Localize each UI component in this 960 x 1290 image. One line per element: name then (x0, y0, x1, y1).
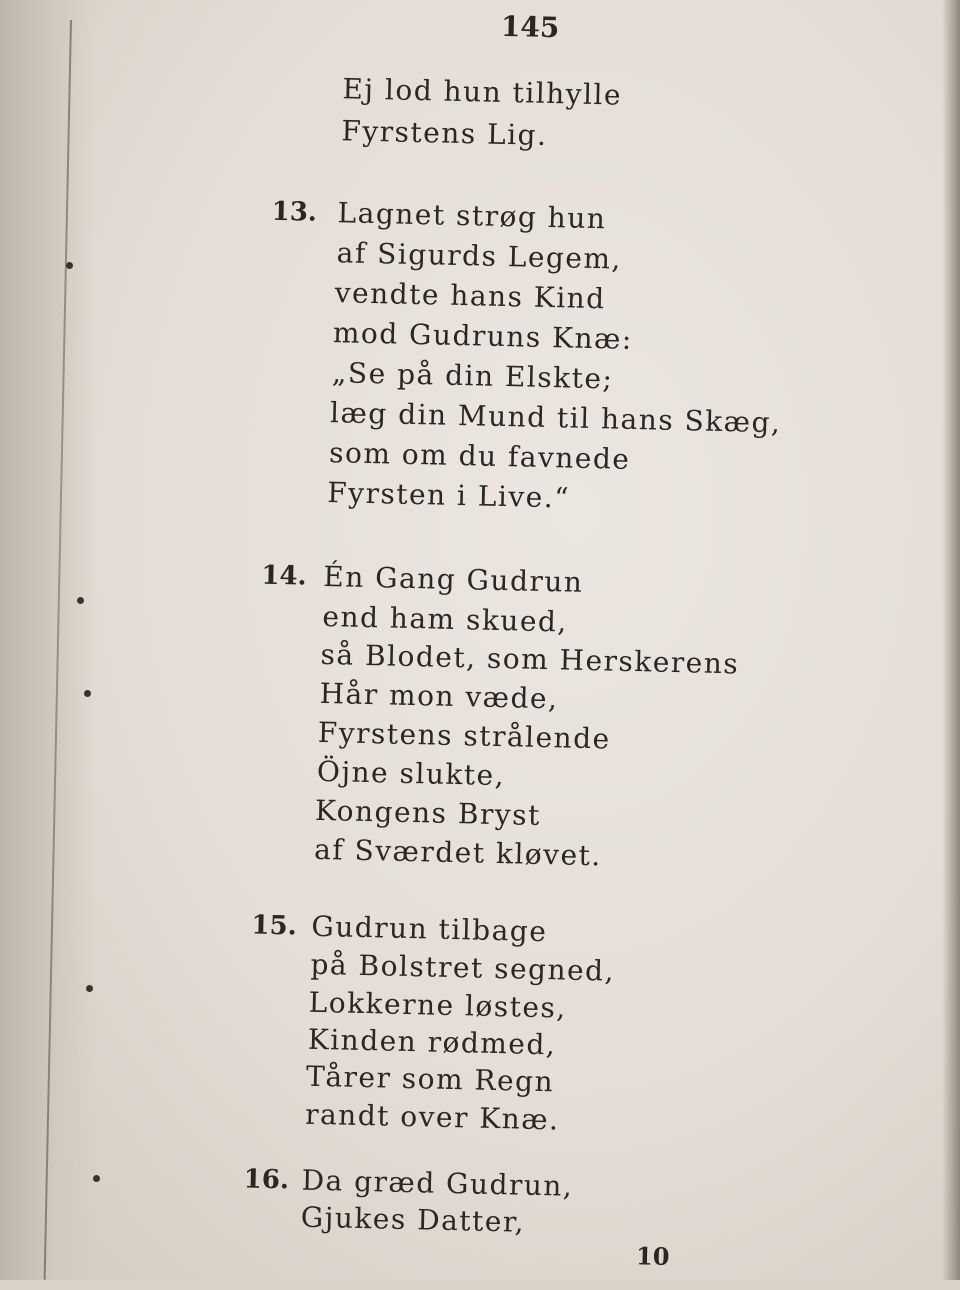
verse-line: Tårer som Regn (305, 1059, 555, 1099)
stanza-number: 14. (261, 560, 307, 592)
verse-line: Én Gang Gudrun (323, 559, 584, 599)
stanza-number: 16. (243, 1164, 290, 1196)
verse-line: randt over Knæ. (304, 1097, 560, 1137)
verse-line: læg din Mund til hans Skæg, (329, 396, 782, 440)
verse-line: Ej lod hun tilhylle (342, 72, 623, 112)
verse-line: af Sigurds Legem, (336, 236, 623, 276)
verse-line: Fyrsten i Live.“ (326, 476, 571, 515)
verse-line: Gudrun tilbage (311, 909, 548, 949)
verse-line: „Se på din Elskte; (331, 356, 614, 396)
verse-line: Da græd Gudrun, (301, 1163, 574, 1203)
verse-line: mod Gudruns Knæ: (332, 316, 634, 356)
verse-line: Lagnet strøg hun (337, 196, 607, 236)
verse-line: som om du favnede (328, 436, 631, 476)
verse-line: Hår mon væde, (319, 676, 559, 716)
verse-line: Fyrstens Lig. (341, 114, 548, 152)
page-number-top: 145 (500, 9, 560, 45)
verse-line: Kinden rødmed, (307, 1022, 557, 1062)
verse-line: af Sværdet kløvet. (313, 832, 603, 873)
verse-line: Fyrstens strålende (317, 715, 612, 756)
page-number-bottom: 10 (635, 1241, 670, 1271)
stanza-number: 15. (251, 910, 298, 942)
verse-line: Öjne slukte, (316, 754, 506, 793)
verse-line: Lokkerne løstes, (308, 985, 568, 1025)
verse-line: så Blodet, som Herskerens (320, 637, 740, 681)
verse-line: vendte hans Kind (334, 276, 607, 316)
stanza-number: 13. (271, 196, 318, 228)
verse-line: Gjukes Datter, (300, 1200, 526, 1239)
verse-line: Kongens Bryst (314, 793, 542, 832)
verse-line: på Bolstret segned, (310, 947, 616, 988)
verse-line: end ham skued, (322, 599, 569, 639)
